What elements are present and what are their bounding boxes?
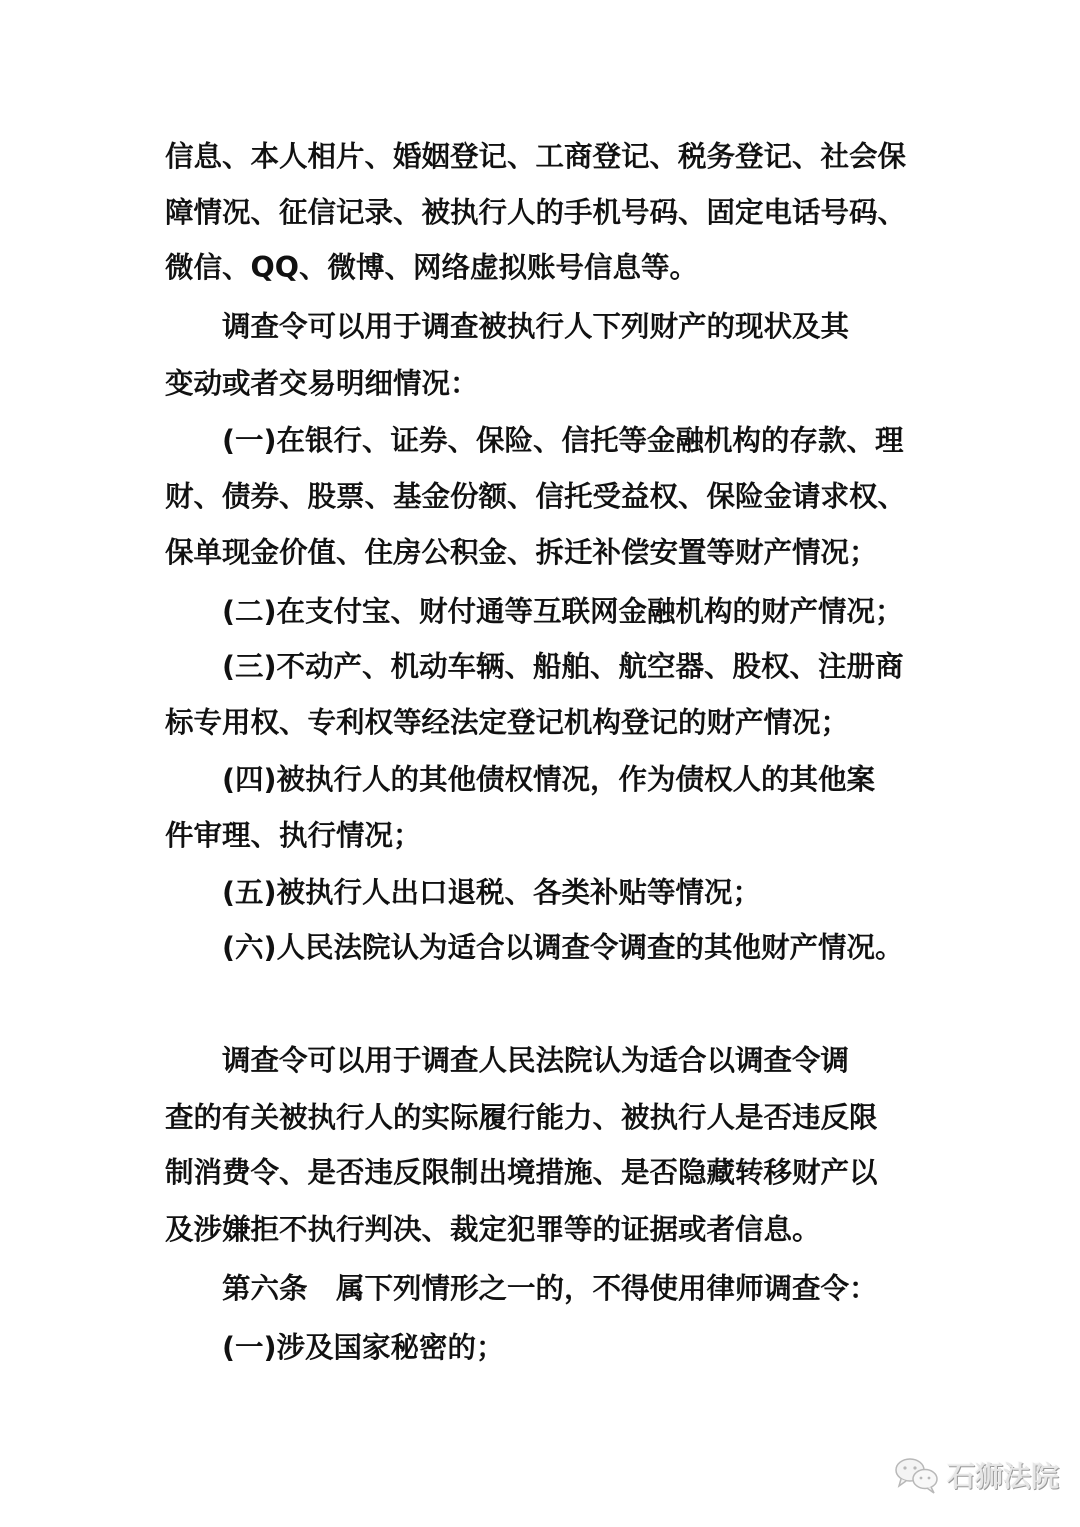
text-line: 微信、QQ、微博、网络虚拟账号信息等。 [165, 251, 698, 284]
text-line: 调查令可以用于调查人民法院认为适合以调查令调 [222, 1044, 850, 1077]
text-line: (一)在银行、证券、保险、信托等金融机构的存款、理 [222, 424, 904, 457]
text-line: 第六条 属下列情形之一的，不得使用律师调查令： [222, 1272, 878, 1305]
text-line: 变动或者交易明细情况： [165, 367, 479, 400]
text-line: 保单现金价值、住房公积金、拆迁补偿安置等财产情况； [165, 536, 878, 569]
text-line: (五)被执行人出口退税、各类补贴等情况； [222, 876, 762, 909]
watermark [893, 1455, 1059, 1495]
text-line: 及涉嫌拒不执行判决、裁定犯罪等的证据或者信息。 [165, 1213, 821, 1246]
text-line: (一)涉及国家秘密的； [222, 1331, 505, 1364]
text-line: (三)不动产、机动车辆、船舶、航空器、股权、注册商 [222, 650, 904, 683]
wechat-icon [893, 1455, 941, 1495]
watermark-text: 石狮法院 [947, 1460, 1060, 1493]
text-line: 调查令可以用于调查被执行人下列财产的现状及其 [222, 310, 850, 343]
text-line: 标专用权、专利权等经法定登记机构登记的财产情况； [165, 706, 850, 739]
text-line: (六)人民法院认为适合以调查令调查的其他财产情况。 [222, 931, 904, 964]
text-line: 障情况、征信记录、被执行人的手机号码、固定电话号码、 [165, 196, 907, 229]
text-line: (二)在支付宝、财付通等互联网金融机构的财产情况； [222, 595, 904, 628]
text-line: 件审理、执行情况； [165, 819, 422, 852]
text-line: 制消费令、是否违反限制出境措施、是否隐藏转移财产以 [165, 1156, 878, 1189]
text-line: 财、债券、股票、基金份额、信托受益权、保险金请求权、 [165, 480, 907, 513]
text-line: 查的有关被执行人的实际履行能力、被执行人是否违反限 [165, 1101, 878, 1134]
text-line: 信息、本人相片、婚姻登记、工商登记、税务登记、社会保 [165, 140, 907, 173]
text-line: (四)被执行人的其他债权情况，作为债权人的其他案 [222, 763, 876, 796]
